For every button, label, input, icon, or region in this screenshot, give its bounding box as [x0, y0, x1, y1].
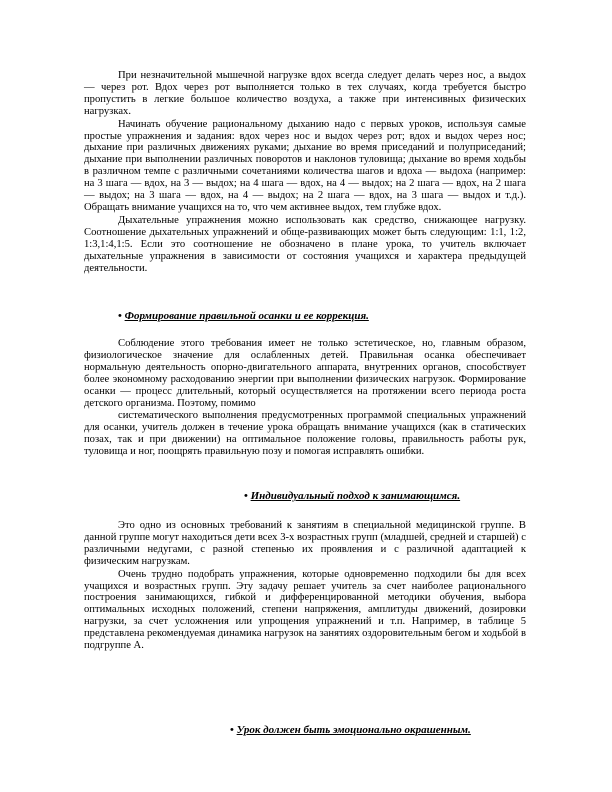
heading-posture-text: Формирование правильной осанки и ее коррекция.	[124, 310, 369, 322]
paragraph-posture-1: Соблюдение этого требования имеет не только эстетическое, но, главным образом, физиологическое значение для ослабленных детей. Правильная осанка обеспечивает нормальную деятельность опорно-двигательного аппарата, внутренних органов, способствует более экономному расходованию энергии при выполнении физических нагрузок. Формирование осанки — процесс длительный, который осуществляется на протяжении всего периода роста детского организма. Поэтому, помимо	[84, 338, 526, 409]
paragraph-breathing-1: При незначительной мышечной нагрузке вдох всегда следует делать через нос, а выдох — через рот. Вдох через рот выполняется только в тех случаях, когда требуется быстро пропустить в легкие большое количество воздуха, а также при интенсивных физических нагрузках.	[84, 70, 526, 117]
paragraph-individual-2: Очень трудно подобрать упражнения, которые одновременно подходили бы для всех учащихся и возрастных групп. Эту задачу решает учитель за счет наиболее рационального построения занимающихся, гибкой и дифференцированной методики обучения, выбора оптимальных исходных положений, степени напряжения, амплитуды движений, дозировки нагрузки, за счет усложнения или упрощения упражнений и т.п. Например, в таблице 5 представлена рекомендуемая динамика нагрузок на занятиях оздоровительным бегом и ходьбой в подгруппе А.	[84, 568, 526, 652]
paragraph-posture-2: систематического выполнения предусмотренных программой специальных упражнений для осанки, учитель должен в течение урока обращать внимание учащихся (как в статических позах, так и при движении) на оптимальное положение головы, правильность работы рук, туловища и ног, поощрять правильную позу и помогая исправлять ошибки.	[84, 410, 526, 458]
paragraph-breathing-3: Дыхательные упражнения можно использовать как средство, снижающее нагрузку. Соотношение дыхательных упражнений и обще-развивающих может быть следующим: 1:1, 1:2, 1:3,1:4,1:5. Если это соотношение не обозначено в плане урока, то учитель включает дыхательные упражнения в зависимости от состояния учащихся и характера предыдущей деятельности.	[84, 214, 526, 274]
heading-emotional	[230, 724, 526, 736]
heading-individual-text: Индивидуальный подход к занимающимся.	[250, 490, 461, 502]
heading-individual	[244, 490, 524, 502]
text-block-posture	[84, 338, 526, 458]
paragraph-breathing-2: Начинать обучение рациональному дыханию надо с первых уроков, используя самые простые упражнения и задания: вдох через нос и выдох через рот; вдох и выдох через нос; дыхание при различных движениях руками; дыхание во время приседаний и полуприседаний; дыхание при выполнении различных поворотов и наклонов туловища; дыхание во время ходьбы в различном темпе с различными сочетаниями количества шагов и вдоха — выдоха (например: на 3 шага — вдох, на 3 — выдох; на 4 шага — вдох, на 4 — выдох; на 2 шага — вдох, на 2 шага — выдох; на 3 шага — вдох, на 4 — выдох; на 2 шага — вдох, на 3 шага — выдох и т.д.). Обращать внимание учащихся на то, что чем активнее выдох, тем глубже вдох.	[84, 118, 526, 213]
text-block-individual	[84, 520, 526, 652]
paragraph-individual-1: Это одно из основных требований к занятиям в специальной медицинской группе. В данной группе могут находиться дети всех 3-х возрастных групп (младшей, средней и старшей) с различными недугами, с разной степенью их проявления и с различной адаптацией к физическим нагрузкам.	[84, 520, 526, 567]
heading-posture	[118, 310, 369, 322]
text-block-breathing	[84, 70, 526, 274]
bullet-icon: •	[118, 310, 122, 322]
heading-emotional-text: Урок должен быть эмоционально окрашенным.	[236, 724, 471, 736]
bullet-icon: •	[244, 490, 248, 502]
bullet-icon: •	[230, 724, 234, 736]
